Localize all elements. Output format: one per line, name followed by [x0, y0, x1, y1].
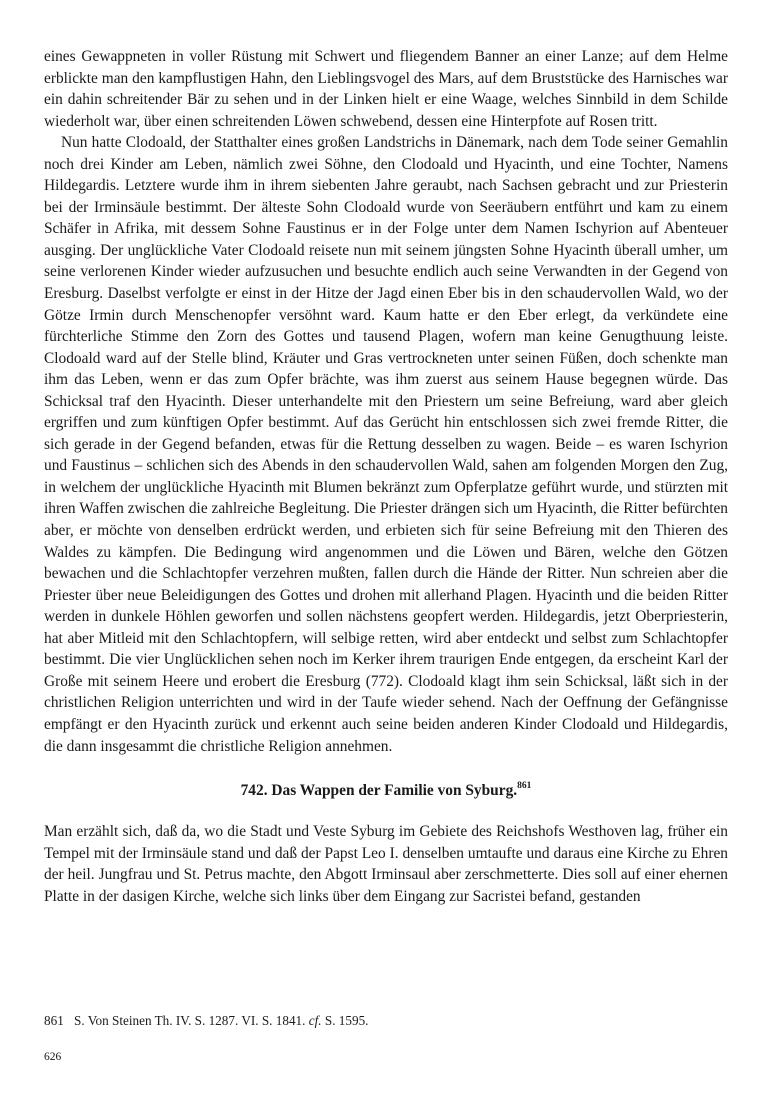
section-heading [44, 777, 728, 801]
paragraph-clodoald-story: Nun hatte Clodoald, der Statthalter eines großen Landstrichs in Dänemark, nach dem Tode seiner Gemahlin noch drei Kinder am Leben, nämlich zwei Söhne, den Clodoald und Hyacinth, und eine Tochter, Namens Hildegardis. Letztere wurde ihm in ihrem siebenten Jahre geraubt, nach Sachsen gebracht und zur Priesterin bei der Irminsäule bestimmt. Der älteste Sohn Clodoald wurde von Seeräubern entführt und kam zu einem Schäfer in Afrika, mit dessem Sohne Faustinus er in der Folge unter dem Namen Ischyrion auf Abenteuer ausging. Der unglückliche Vater Clodoald reisete nun mit seinem jüngsten Sohne Hyacinth überall umher, um seine verlorenen Kinder wieder aufzusuchen und besuchte endlich auch seine Verwandten in der Gegend von Eresburg. Daselbst verfolgte er einst in der Hitze der Jagd einen Eber bis in den schaudervollen Wald, wo der Götze Irmin durch Menschenopfer versöhnt ward. Kaum hatte er den Eber erlegt, da verkündete eine fürchterliche Stimme den Zorn des Gottes und tausend Plagen, wofern man keine Genugthuung leiste. Clodoald ward auf der Stelle blind, Kräuter und Gras vertrockneten unter seinen Füßen, doch schenkte man ihm das Leben, wenn er das zum Opfer brächte, was ihm zuerst aus seinem Hause begegnen würde. Das Schicksal traf den Hyacinth. Dieser unterhandelte mit den Priestern um seine Befreiung, ward aber gleich ergriffen und zum künftigen Opfer bestimmt. Auf das Gerücht hin entschlossen sich zwei fremde Ritter, die sich gerade in der Gegend befanden, etwas für die Rettung desselben zu wagen. Beide – es waren Ischyrion und Faustinus – schlichen sich des Abends in den schaudervollen Wald, sahen am folgenden Morgen den Zug, in welchem der unglückliche Hyacinth mit Blumen bekränzt zum Opferplatze geführt wurde, und stürzten mit ihren Waffen zwischen die zahlreiche Begleitung. Die Priester drängen sich um Hyacinth, die Ritter befürchten aber, er möchte von denselben erdrückt werden, und erbieten sich für seine Befreiung mit den Thieren des Waldes zu kämpfen. Die Bedingung wird angenommen und die Löwen und Bären, welche den Götzen bewachen und die Schlachtopfer verzehren mußten, fallen durch die Hände der Ritter. Nun schreien aber die Priester über neue Beleidigungen des Gottes und drohen mit allerhand Plagen. Hyacinth und die beiden Ritter werden in dunkele Höhlen geworfen und sollen nächstens geopfert werden. Hildegardis, jetzt Oberpriesterin, hat aber Mitleid mit den Schlachtopfern, will selbige retten, wird aber entdeckt und selbst zum Schlachtopfer bestimmt. Die vier Unglücklichen sehen noch im Kerker ihrem traurigen Ende entgegen, da erscheint Karl der Große mit seinem Heere und erobert die Eresburg (772). Clodoald klagt ihm sein Schicksal, läßt sich in der christlichen Religion unterrichten und wird in der Taufe wieder sehend. Nach der Oeffnung der Gefängnisse empfängt er den Hyacinth zurück und erkennt auch seine beiden anderen Kinder Clodoald und Hildegardis, die dann insgesammt die christliche Religion annehmen. [44, 134, 728, 755]
footnote-text-after: S. 1595. [324, 1013, 369, 1028]
paragraph-syburg: Man erzählt sich, daß da, wo die Stadt und Veste Syburg im Gebiete des Reichshofs Westhoven lag, früher ein Tempel mit der Irminsäule stand und daß der Papst Leo I. denselben umtaufte und daraus eine Kirche zu Ehren der heil. Jungfrau und St. Petrus machte, den Abgott Irminsaul aber zerschmetterte. Dies soll auf einer ehernen Platte in der dasigen Kirche, welche sich links über dem Eingang zur Sacristei befand, gestanden [44, 823, 728, 905]
heading-footnote-ref: 861 [517, 781, 532, 792]
footnote [44, 1012, 728, 1030]
footnote-text-before: S. Von Steinen Th. IV. S. 1287. VI. S. 1841. [74, 1013, 306, 1028]
paragraph-continuation: eines Gewappneten in voller Rüstung mit Schwert und fliegendem Banner an einer Lanze; auf dem Helme erblickte man den kampflustigen Hahn, den Lieblingsvogel des Mars, auf dem Bruststücke des Harnisches war ein dahin schreitender Bär zu sehen und in der Linken hielt er eine Waage, welches Sinnbild in dem Schilde wiederholt war, über einen schreitenden Löwen schwebend, dessen eine Hinterpfote auf Rosen tritt. [44, 48, 728, 130]
footnote-number: 861 [44, 1013, 64, 1028]
page-number: 626 [44, 1051, 62, 1063]
footnote-italic: cf. [308, 1013, 322, 1028]
section-heading-text: 742. Das Wappen der Familie von Syburg. [240, 782, 518, 800]
main-text [44, 46, 728, 907]
